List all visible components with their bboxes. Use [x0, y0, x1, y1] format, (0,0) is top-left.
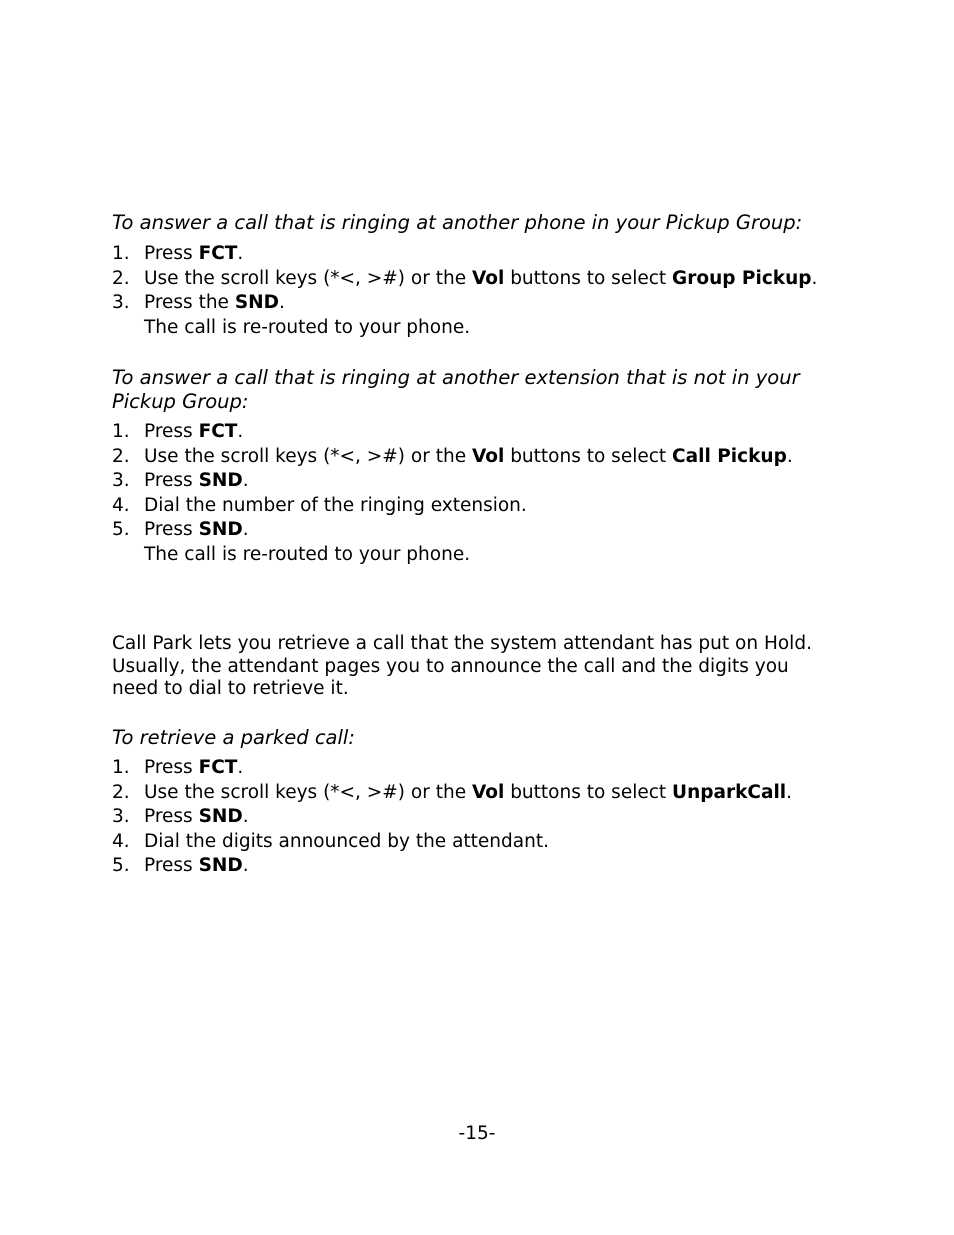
step-number: 2.: [112, 267, 130, 289]
step-number: 4.: [112, 494, 130, 516]
list-item: [112, 242, 852, 267]
list-item: [112, 267, 852, 292]
callpark-paragraph-line1: Call Park lets you retrieve a call that the system attendant has put on Hold.: [112, 633, 812, 654]
call-pickup-heading-line2: Pickup Group:: [112, 390, 249, 413]
call-pickup-note: The call is re-routed to your phone.: [144, 544, 471, 565]
pickup-group-note: The call is re-routed to your phone.: [144, 317, 471, 338]
list-item: [112, 781, 852, 806]
list-item: [112, 756, 852, 781]
step-text: Dial the number of the ringing extension.: [144, 494, 527, 516]
step-text: Use the scroll keys (*<, >#) or the Vol buttons to select Call Pickup.: [144, 445, 793, 467]
step-text: Use the scroll keys (*<, >#) or the Vol buttons to select UnparkCall.: [144, 781, 793, 803]
step-number: 1.: [112, 757, 130, 778]
step-text: Press SND.: [144, 519, 249, 541]
step-number: 3.: [112, 806, 130, 828]
retrieve-parked-call-steps: [112, 756, 852, 879]
list-item: [112, 291, 852, 316]
step-number: 2.: [112, 781, 130, 803]
step-number: 1.: [112, 243, 130, 264]
step-number: 1.: [112, 421, 130, 442]
list-item: [112, 494, 852, 519]
list-item: [112, 469, 852, 494]
step-number: 3.: [112, 470, 130, 492]
step-text: Press FCT.: [144, 243, 244, 264]
step-text: Press SND.: [144, 855, 249, 877]
retrieve-parked-call-heading: To retrieve a parked call:: [112, 726, 355, 749]
step-number: 5.: [112, 519, 130, 541]
step-number: 2.: [112, 445, 130, 467]
list-item: [112, 445, 852, 470]
pickup-group-heading: To answer a call that is ringing at another phone in your Pickup Group:: [112, 211, 803, 234]
call-pickup-heading-line1: To answer a call that is ringing at another extension that is not in your: [112, 366, 800, 389]
list-item: [112, 805, 852, 830]
step-text: Press SND.: [144, 806, 249, 828]
list-item: [112, 518, 852, 543]
step-text: Dial the digits announced by the attendant.: [144, 830, 549, 852]
callpark-paragraph-line2: Usually, the attendant pages you to announce the call and the digits you: [112, 656, 789, 677]
page-number: -15-: [458, 1123, 496, 1144]
call-pickup-steps: [112, 420, 852, 543]
step-number: 4.: [112, 830, 130, 852]
step-text: Press SND.: [144, 470, 249, 492]
step-text: Use the scroll keys (*<, >#) or the Vol buttons to select Group Pickup.: [144, 267, 818, 289]
list-item: [112, 420, 852, 445]
pickup-group-steps: [112, 242, 852, 316]
callpark-paragraph-line3: need to dial to retrieve it.: [112, 678, 349, 699]
list-item: [112, 854, 852, 879]
step-text: Press FCT.: [144, 421, 244, 442]
step-text: Press FCT.: [144, 757, 244, 778]
step-number: 3.: [112, 292, 130, 314]
list-item: [112, 830, 852, 855]
step-number: 5.: [112, 855, 130, 877]
step-text: Press the SND.: [144, 292, 285, 314]
